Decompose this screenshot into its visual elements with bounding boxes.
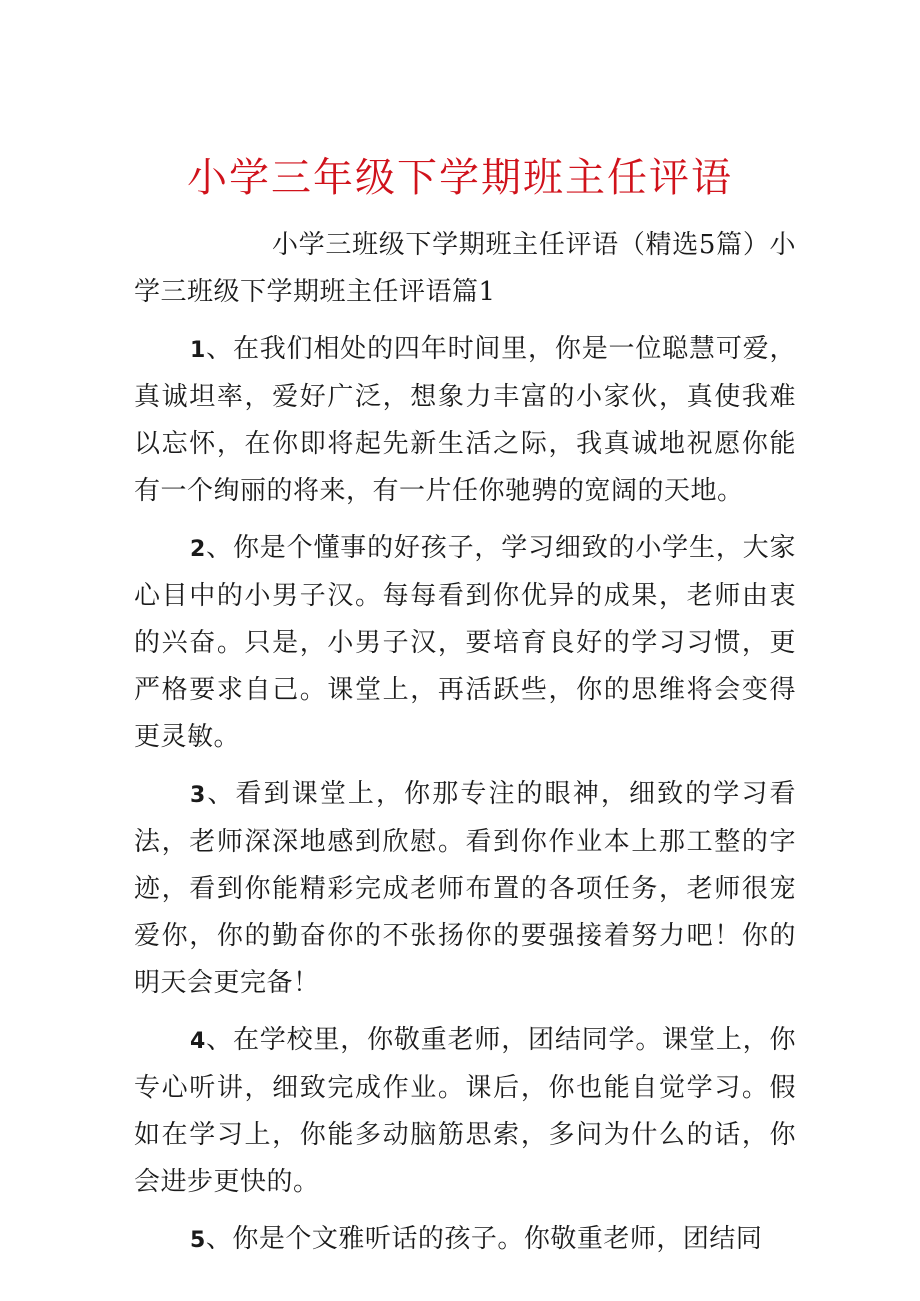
- comment-number: 1: [190, 338, 206, 363]
- intro-paragraph: 小学三班级下学期班主任评语（精选5篇）小学三班级下学期班主任评语篇1: [134, 230, 796, 307]
- comment-number: 2: [190, 537, 206, 562]
- comment-paragraph-3: [134, 771, 796, 1007]
- comment-paragraph-2: [134, 525, 796, 761]
- comment-number: 3: [190, 783, 206, 808]
- comment-text: 、你是个文雅听话的孩子。你敬重老师，团结同: [205, 1224, 763, 1254]
- document-title: 小学三年级下学期班主任评语: [187, 155, 733, 201]
- comment-paragraph-4: [134, 1017, 796, 1206]
- comment-text: 、看到课堂上，你那专注的眼神，细致的学习看法，老师深深地感到欣慰。看到你作业本上那工整的字迹，看到你能精彩完成老师布置的各项任务，老师很宠爱你，你的勤奋你的不张扬你的要强接着努力吧！你的明天会更完备！: [134, 779, 796, 998]
- comment-paragraph-5: [134, 1216, 796, 1264]
- comment-text: 、你是个懂事的好孩子，学习细致的小学生，大家心目中的小男子汉。每每看到你优异的成果，老师由衷的兴奋。只是，小男子汉，要培育良好的学习习惯，更严格要求自己。课堂上，再活跃些，你的思维将会变得更灵敏。: [134, 533, 796, 752]
- comment-number: 5: [190, 1228, 206, 1253]
- comment-text: 、在我们相处的四年时间里，你是一位聪慧可爱，真诚坦率，爱好广泛，想象力丰富的小家伙，真使我难以忘怀，在你即将起先新生活之际，我真诚地祝愿你能有一个绚丽的将来，有一片任你驰骋的宽阔的天地。: [134, 334, 796, 506]
- comment-paragraph-1: [134, 326, 796, 515]
- comment-number: 4: [190, 1029, 206, 1054]
- document-body: [134, 222, 796, 1264]
- comment-text: 、在学校里，你敬重老师，团结同学。课堂上，你专心听讲，细致完成作业。课后，你也能自觉学习。假如在学习上，你能多动脑筋思索，多问为什么的话，你会进步更快的。: [134, 1025, 796, 1197]
